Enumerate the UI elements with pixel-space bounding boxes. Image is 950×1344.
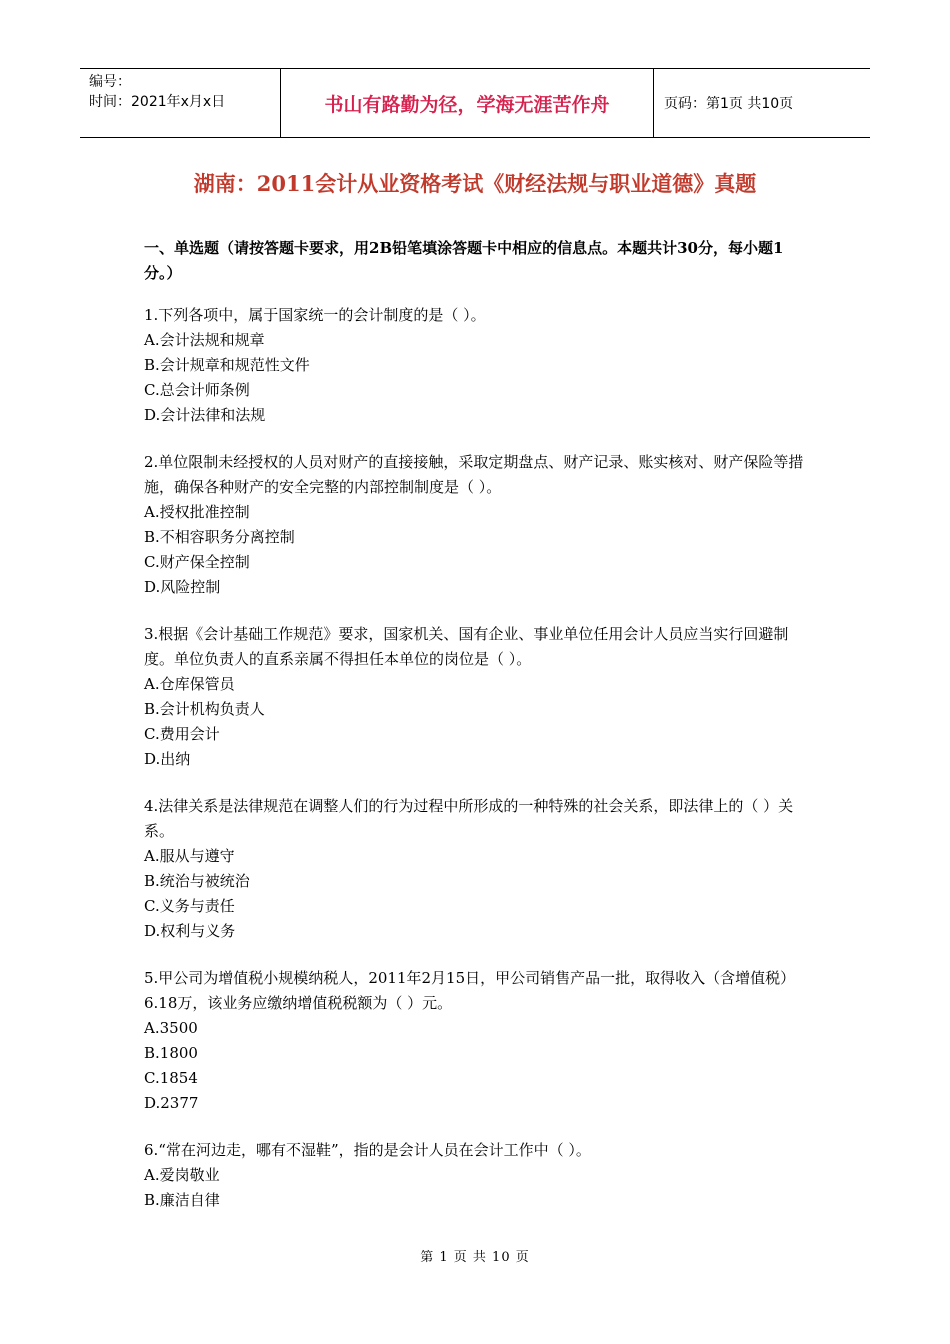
question-5 <box>144 966 809 1116</box>
question-stem: 4.法律关系是法律规范在调整人们的行为过程中所形成的一种特殊的社会关系，即法律上的（ ）关系。 <box>144 797 794 840</box>
option-a: A.爱岗敬业 <box>144 1166 220 1184</box>
question-2 <box>144 450 809 600</box>
option-b: B.1800 <box>144 1044 198 1062</box>
time-label: 时间：2021年x月x日 <box>89 94 226 110</box>
document-header <box>80 68 870 138</box>
header-meta <box>80 69 281 137</box>
question-1 <box>144 303 809 428</box>
question-stem: 2.单位限制未经授权的人员对财产的直接接触，采取定期盘点、财产记录、账实核对、财产保险等措施，确保各种财产的安全完整的内部控制制度是（ ）。 <box>144 453 804 496</box>
option-c: C.费用会计 <box>144 725 220 743</box>
question-stem: 1.下列各项中，属于国家统一的会计制度的是（ ）。 <box>144 306 486 324</box>
question-4 <box>144 794 809 944</box>
option-c: C.总会计师条例 <box>144 381 250 399</box>
question-6 <box>144 1138 809 1213</box>
option-a: A.仓库保管员 <box>144 675 235 693</box>
question-3 <box>144 622 809 772</box>
number-label: 编号： <box>89 74 131 90</box>
question-stem: 5.甲公司为增值税小规模纳税人，2011年2月15日，甲公司销售产品一批，取得收入（含增值税）6.18万，该业务应缴纳增值税税额为（ ）元。 <box>144 969 796 1012</box>
question-stem: 3.根据《会计基础工作规范》要求，国家机关、国有企业、事业单位任用会计人员应当实行回避制度。单位负责人的直系亲属不得担任本单位的岗位是（ ）。 <box>144 625 789 668</box>
option-a: A.服从与遵守 <box>144 847 235 865</box>
option-d: D.会计法律和法规 <box>144 406 266 424</box>
option-d: D.风险控制 <box>144 578 221 596</box>
option-a: A.会计法规和规章 <box>144 331 265 349</box>
option-d: D.权利与义务 <box>144 922 236 940</box>
option-a: A.3500 <box>144 1019 198 1037</box>
option-b: B.统治与被统治 <box>144 872 250 890</box>
option-b: B.会计机构负责人 <box>144 700 265 718</box>
option-c: C.义务与责任 <box>144 897 235 915</box>
question-stem: 6.“常在河边走，哪有不湿鞋”，指的是会计人员在会计工作中（ ）。 <box>144 1141 591 1159</box>
section-heading: 一、单选题（请按答题卡要求，用2B铅笔填涂答题卡中相应的信息点。本题共计30分，每小题1分。） <box>144 239 784 282</box>
header-motto: 书山有路勤为径，学海无涯苦作舟 <box>281 69 654 137</box>
option-b: B.不相容职务分离控制 <box>144 528 295 546</box>
option-c: C.1854 <box>144 1069 198 1087</box>
option-b: B.廉洁自律 <box>144 1191 220 1209</box>
option-d: D.2377 <box>144 1094 199 1112</box>
option-c: C.财产保全控制 <box>144 553 250 571</box>
question-list <box>144 303 809 1235</box>
option-d: D.出纳 <box>144 750 191 768</box>
header-page-info: 页码：第1页 共10页 <box>664 96 794 112</box>
page-footer: 第 1 页 共 10 页 <box>420 1250 530 1265</box>
option-a: A.授权批准控制 <box>144 503 250 521</box>
document-title: 湖南：2011会计从业资格考试《财经法规与职业道德》真题 <box>193 171 757 196</box>
option-b: B.会计规章和规范性文件 <box>144 356 310 374</box>
